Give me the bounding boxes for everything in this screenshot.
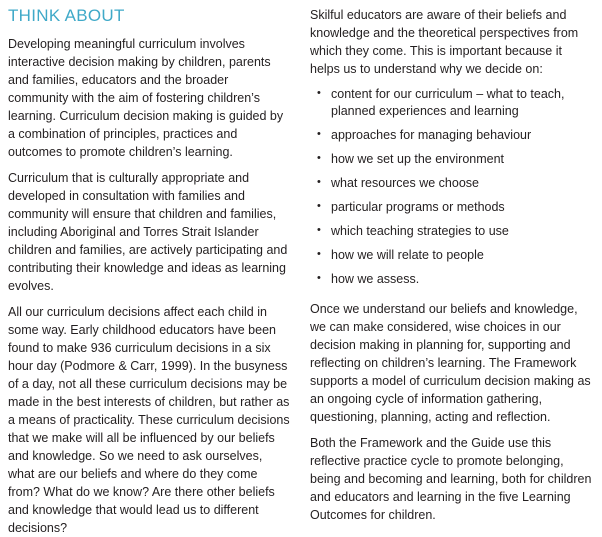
bullet-item bbox=[310, 247, 594, 264]
paragraph: Curriculum that is culturally appropriate and developed in consultation with families and community will ensure that children and families, including Aboriginal and Torres Strait Islander children and families, are actively participating and contributing their knowledge and ideas as learning evolves. bbox=[8, 171, 288, 293]
bullet-item bbox=[310, 223, 594, 240]
bullet-text: content for our curriculum – what to teach, planned experiences and learning bbox=[331, 87, 565, 118]
bullet-icon: • bbox=[317, 152, 321, 164]
bullet-text: particular programs or methods bbox=[331, 200, 505, 214]
bullet-icon: • bbox=[317, 272, 321, 284]
paragraph: Developing meaningful curriculum involves interactive decision making by children, parents and families, educators and the broader community with the aim of fostering children’s learning. Curriculum decision making is guided by a combination of principles, practices and outcomes to promote children’s learning. bbox=[8, 37, 284, 159]
paragraph: Skilful educators are aware of their beliefs and knowledge and the theoretical perspectives from which they come. This is important because it helps us to understand why we decide on: bbox=[310, 8, 579, 76]
bullet-text: how we set up the environment bbox=[331, 152, 505, 166]
bullet-icon: • bbox=[317, 224, 321, 236]
left-column bbox=[8, 6, 292, 535]
paragraph: Once we understand our beliefs and knowledge, we can make considered, wise choices in our decision making in planning for, supporting and reflecting on children’s learning. The Framework supports a model of curriculum decision making as an ongoing cycle of information gathering, questioning, planning, acting and reflection. bbox=[310, 302, 591, 424]
right-column bbox=[310, 6, 594, 522]
bullet-item bbox=[310, 175, 594, 192]
bullet-text: what resources we choose bbox=[331, 176, 479, 190]
bullet-icon: • bbox=[317, 248, 321, 260]
bullet-list bbox=[310, 86, 594, 288]
bullet-icon: • bbox=[317, 200, 321, 212]
bullet-icon: • bbox=[317, 128, 321, 140]
bullet-item bbox=[310, 127, 594, 144]
bullet-text: which teaching strategies to use bbox=[331, 224, 509, 238]
bullet-item bbox=[310, 199, 594, 216]
bullet-item bbox=[310, 271, 594, 288]
paragraph: All our curriculum decisions affect each child in some way. Early childhood educators have been found to make 936 curriculum decisions in a six hour day (Podmore & Carr, 1999). In the busyness of a day, not all these curriculum decisions may be made in the best interests of children, but rather as a means of practicality. These curriculum decisions that we make will all be influenced by our beliefs and knowledge. So we need to ask ourselves, what are our beliefs and where do they come from? What do we know? Are there other beliefs and knowledge that would lead us to different decisions? bbox=[8, 305, 290, 535]
bullet-icon: • bbox=[317, 87, 321, 99]
bullet-text: how we assess. bbox=[331, 272, 420, 286]
bullet-text: how we will relate to people bbox=[331, 248, 484, 262]
bullet-icon: • bbox=[317, 176, 321, 188]
bullet-item bbox=[310, 86, 594, 120]
section-heading: THINK ABOUT bbox=[8, 6, 125, 25]
bullet-text: approaches for managing behaviour bbox=[331, 128, 532, 142]
bullet-item bbox=[310, 151, 594, 168]
paragraph: Both the Framework and the Guide use this reflective practice cycle to promote belonging, being and becoming and learning, both for children and educators and learning in the five Learning Outcomes for children. bbox=[310, 436, 592, 522]
